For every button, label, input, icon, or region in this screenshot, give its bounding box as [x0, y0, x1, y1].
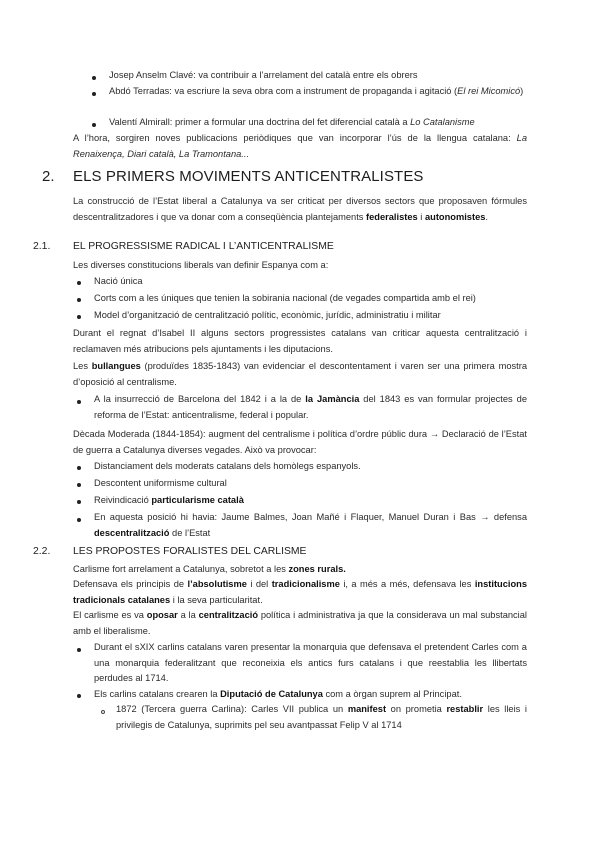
paragraph-text: política i administrativa ja que la considerava un mal	[258, 610, 478, 620]
bullet-icon	[77, 518, 81, 522]
item-text: de reforma de l’Estat: anticentralisme, federal i popular.	[94, 394, 527, 420]
bullet-icon	[92, 123, 96, 127]
list-item: Model d’organització de centralització polític, econòmic, jurídic, administratiu i militar	[94, 310, 441, 320]
key-term: institucions tradicionals catalanes	[73, 579, 527, 605]
bullet-icon	[92, 92, 96, 96]
bullet-icon	[77, 483, 81, 487]
paragraph	[73, 194, 527, 225]
paragraph	[73, 427, 527, 458]
key-term: oposar	[146, 610, 178, 620]
list-item	[94, 392, 527, 423]
item-text: on prometia	[386, 704, 447, 714]
paragraph-text: i, a més a més, defensava les	[339, 579, 472, 589]
circle-bullet-icon	[101, 710, 105, 714]
item-text: les llibertats perdudes al 1714.	[94, 657, 527, 683]
book-title: El rei Micomicó	[457, 86, 521, 96]
paragraph-text: Dècada Moderada (1844-1854): augment del centralisme i política d’ordre públic dura → Declaració	[73, 429, 486, 439]
paragraph-text: fórmules descentralitzadores i que va donar com a conseqüència plantejaments	[73, 196, 527, 222]
paragraph-text: i la seva particularitat.	[170, 594, 263, 605]
paragraph	[73, 131, 527, 162]
list-item	[94, 510, 527, 541]
item-text: Durant el sXIX carlins catalans varen presentar la monarquia que defensava el pretendent	[94, 642, 469, 652]
item-text: del 1843 es van formular projectes	[359, 394, 513, 404]
item-text: )	[520, 86, 524, 96]
item-text: de l’Estat	[169, 527, 211, 538]
list-item	[109, 84, 527, 100]
list-item	[116, 702, 527, 733]
paragraph	[73, 326, 527, 357]
paragraph	[73, 608, 527, 639]
key-term: federalistes	[366, 211, 418, 222]
bullet-icon	[77, 500, 81, 504]
paragraph-text: (produïdes 1835-1843) van evidenciar el descontentament i varen ser una primera	[140, 361, 495, 371]
item-text: 1872 (Tercera guerra Carlina): Carles VII publica un	[116, 704, 348, 714]
paragraph	[73, 562, 527, 578]
item-text: En aquesta posició hi havia: Jaume Balmes, Joan Mañé i Flaquer, Manuel Duran i Bas → defensa	[94, 512, 527, 522]
bullet-icon	[77, 466, 81, 470]
item-text: Reivindicació	[94, 495, 152, 505]
bullet-icon	[77, 298, 81, 302]
bullet-icon	[77, 315, 81, 319]
key-term: zones rurals.	[288, 564, 346, 574]
bullet-icon	[92, 76, 96, 80]
paragraph-text: La construcció de l’Estat liberal a Catalunya va ser criticat per diversos sectors que proposaven	[73, 196, 488, 206]
paragraph-text: a la	[177, 610, 199, 620]
list-item	[94, 640, 527, 687]
bullet-icon	[77, 648, 81, 652]
key-term: l’absolutisme	[187, 579, 247, 589]
item-text: Els carlins catalans crearen la	[94, 689, 221, 699]
key-term: centralització	[198, 610, 259, 620]
item-text: com a òrgan suprem al Principat.	[322, 689, 462, 699]
item-text: i privilegis de Catalunya, suprimits pel seu avantpassat Felip V al 1714	[116, 704, 527, 730]
paragraph-text: El carlisme es va	[73, 610, 147, 620]
list-item: Corts com a les úniques que tenien la sobirania nacional (de vegades compartida amb el rei)	[94, 293, 476, 303]
paragraph-text: A l’hora, sorgiren noves publicacions periòdiques que van incorporar l’ús de la llengua catalana:	[73, 133, 517, 143]
bullet-icon	[77, 400, 81, 404]
paragraph-text: de l’Estat de guerra a Catalunya diverses vegades. Això va provocar:	[73, 429, 527, 455]
key-term: particularisme català	[151, 495, 244, 505]
paragraph-text: .	[485, 211, 489, 222]
paragraph: Les diverses constitucions liberals van definir Espanya com a:	[73, 260, 329, 270]
paragraph-text: substancial amb el liberalisme.	[73, 610, 527, 636]
subsection-number: 2.2.	[33, 546, 51, 557]
item-text: les lleis	[483, 704, 521, 714]
list-item: Josep Anselm Clavé: va contribuir a l’arrelament del català entre els obrers	[109, 70, 418, 80]
key-term: tradicionalisme	[271, 579, 340, 589]
list-item: Nació única	[94, 276, 143, 286]
section-number: 2.	[42, 168, 55, 185]
key-term: bullangues	[91, 361, 141, 371]
subsection-title: EL PROGRESSISME RADICAL I L’ANTICENTRALISME	[73, 241, 334, 252]
paragraph-text: i	[417, 211, 423, 222]
key-term: restablir	[446, 704, 484, 714]
item-text: Carles com a una monarquia federalitzant que reconeixia els antics furs catalans i que reestablia	[94, 642, 527, 668]
paragraph-text: mostra d’oposició al centralisme.	[73, 361, 527, 387]
paragraph-text: Les	[73, 361, 92, 371]
book-title: Lo Catalanisme	[410, 117, 475, 127]
list-item	[94, 493, 527, 509]
subsection-number: 2.1.	[33, 241, 51, 252]
paragraph-text: Durant el regnat d’Isabel II alguns sectors progressistes catalans van criticar aquesta centralització i	[73, 328, 527, 338]
subsection-title: LES PROPOSTES FORALISTES DEL CARLISME	[73, 546, 307, 557]
publications-list: La Renaixença, Diari català, La Tramontana...	[73, 133, 527, 159]
paragraph	[73, 359, 527, 390]
paragraph-text: Carlisme fort arrelament a Catalunya, sobretot a les	[73, 564, 289, 574]
key-term: Diputació de Catalunya	[220, 689, 323, 699]
item-text: A la insurrecció de Barcelona del 1842 i a la de	[94, 394, 306, 404]
list-item: Descontent uniformisme cultural	[94, 478, 227, 488]
paragraph-text: i del	[246, 579, 272, 589]
bullet-icon	[77, 281, 81, 285]
key-term: la Jamància	[305, 394, 360, 404]
bullet-icon	[77, 694, 81, 698]
section-title: ELS PRIMERS MOVIMENTS ANTICENTRALISTES	[73, 168, 424, 185]
list-item	[109, 115, 527, 131]
paragraph	[73, 577, 527, 608]
item-text: Valentí Almirall: primer a formular una doctrina del fet diferencial català a	[109, 117, 411, 127]
key-term: manifest	[347, 704, 387, 714]
key-term: autonomistes	[424, 211, 486, 222]
list-item	[94, 687, 527, 703]
paragraph-text: reclamaven més atribucions pels ajuntaments i les diputacions.	[73, 343, 333, 354]
list-item: Distanciament dels moderats catalans dels homòlegs espanyols.	[94, 461, 361, 471]
item-text: Abdó Terradas: va escriure la seva obra com a instrument de propaganda i agitació (	[109, 86, 458, 96]
key-term: descentralització	[94, 527, 170, 538]
paragraph-text: Defensava els principis de	[73, 579, 188, 589]
